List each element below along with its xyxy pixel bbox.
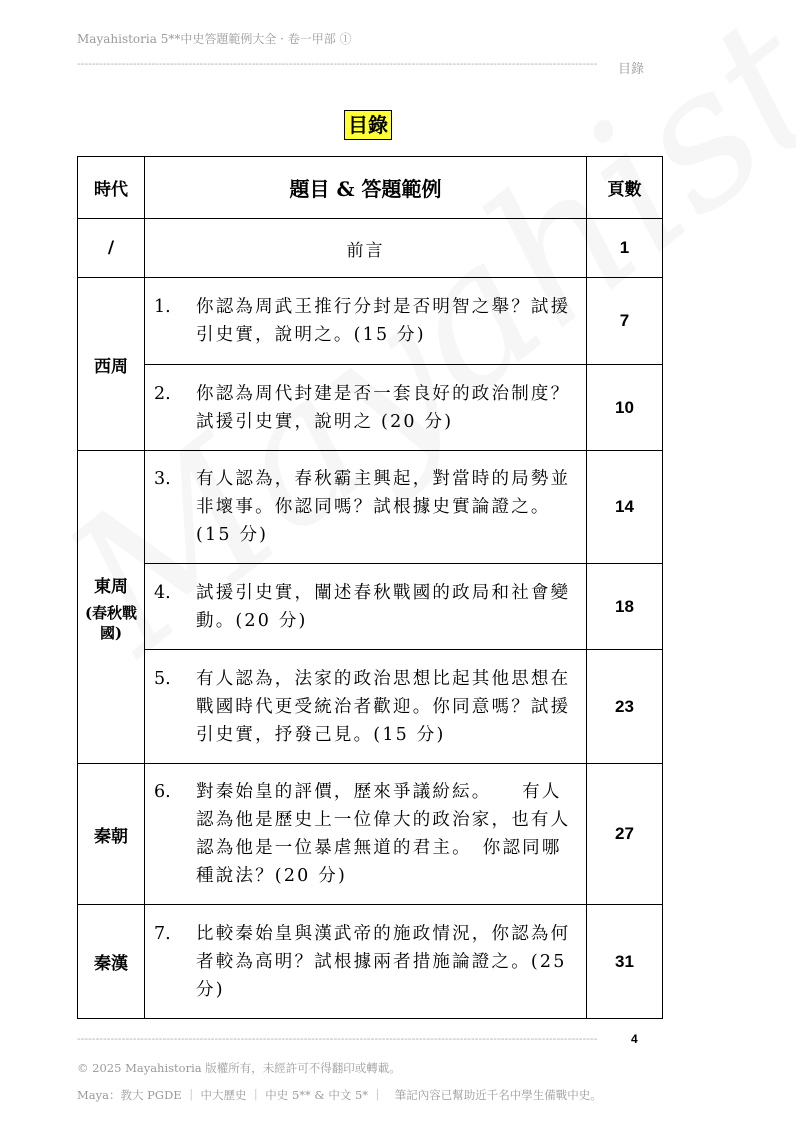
footer-dash-rule: -------------------------------------------------------------------------------------------------------------------------------------------- [77,1032,598,1045]
toc-row-6[interactable] [78,764,663,905]
page-number: 14 [587,451,663,564]
question-cell[interactable] [145,451,587,564]
header-page: 頁數 [587,157,663,219]
question-number: 3. [154,469,171,489]
question-text: 有人認為，春秋霸主興起，對當時的局勢並非壞事。你認同嗎？試根據史實論證之。(15 分) [196,469,571,545]
question-text: 你認為周代封建是否一套良好的政治制度？試援引史實，說明之 (20 分) [196,383,571,432]
toc-row-5[interactable] [78,650,663,764]
header-title: 題目 & 答題範例 [145,157,587,219]
header-section-label: 目錄 [618,62,645,77]
question-text: 比較秦始皇與漢武帝的施政情況，你認為何者較為高明？試根據兩者措施論證之。(25 分) [196,923,571,1000]
era-cell: 西周 [78,278,145,451]
footer-about: Maya：教大 PGDE ｜ 中大歷史 ｜ 中史 5** & 中文 5* ｜ 筆記內容已幫助近千名中學生備戰中史。 [77,1088,602,1102]
toc-row-1[interactable] [78,278,663,365]
question-text: 你認為周武王推行分封是否明智之舉？試援引史實，說明之。(15 分) [196,297,571,345]
question-text: 對秦始皇的評價，歷來爭議紛紜。 有人認為他是歷史上一位偉大的政治家，也有人認為他是一位暴虐無道的君主。 你認同哪種說法？(20 分) [196,782,571,886]
toc-header-row [78,157,663,219]
page-number: 31 [587,905,663,1019]
footer-page-number: 4 [631,1032,638,1046]
footer-copyright: © 2025 Mayahistoria 版權所有，未經許可不得翻印或轉載。 [77,1061,401,1075]
question-text: 試援引史實，闡述春秋戰國的政局和社會變動。(20 分) [196,582,571,631]
era-cell: 秦朝 [78,764,145,905]
document-header-title: Mayahistoria 5**中史答題範例大全 · 卷一甲部 ① [77,32,352,46]
page-number: 1 [587,219,663,278]
question-cell[interactable] [145,564,587,650]
question-cell[interactable] [145,905,587,1019]
question-cell[interactable] [145,278,587,365]
era-label: 東周 [94,576,128,597]
question-number: 4. [154,582,171,603]
toc-row-2[interactable] [78,365,663,451]
header-era: 時代 [78,157,145,219]
toc-table [77,156,663,1019]
question-cell[interactable] [145,764,587,905]
page-number: 10 [587,365,663,451]
question-number: 1. [154,297,171,317]
toc-row-preface[interactable] [78,219,663,278]
question-text: 有人認為，法家的政治思想比起其他思想在戰國時代更受統治者歡迎。你同意嗎？試援引史實，抒發己見。(15 分) [196,668,571,745]
page-number: 18 [587,564,663,650]
question-cell[interactable] [145,365,587,451]
era-cell: 秦漢 [78,905,145,1019]
toc-heading: 目錄 [344,110,392,140]
toc-row-4[interactable] [78,564,663,650]
question-number: 2. [154,383,171,404]
era-cell: / [78,219,145,278]
header-dash-rule: -------------------------------------------------------------------------------------------------------------------------------------------- [77,57,598,70]
era-cell [78,451,145,764]
preface-title[interactable]: 前言 [145,219,587,278]
question-number: 6. [154,782,171,802]
toc-row-7[interactable] [78,905,663,1019]
question-number: 5. [154,668,171,689]
question-cell[interactable] [145,650,587,764]
era-sublabel: (春秋戰國) [84,603,138,642]
toc-row-3[interactable] [78,451,663,564]
page-number: 23 [587,650,663,764]
question-number: 7. [154,923,171,944]
page-number: 27 [587,764,663,905]
page-number: 7 [587,278,663,365]
